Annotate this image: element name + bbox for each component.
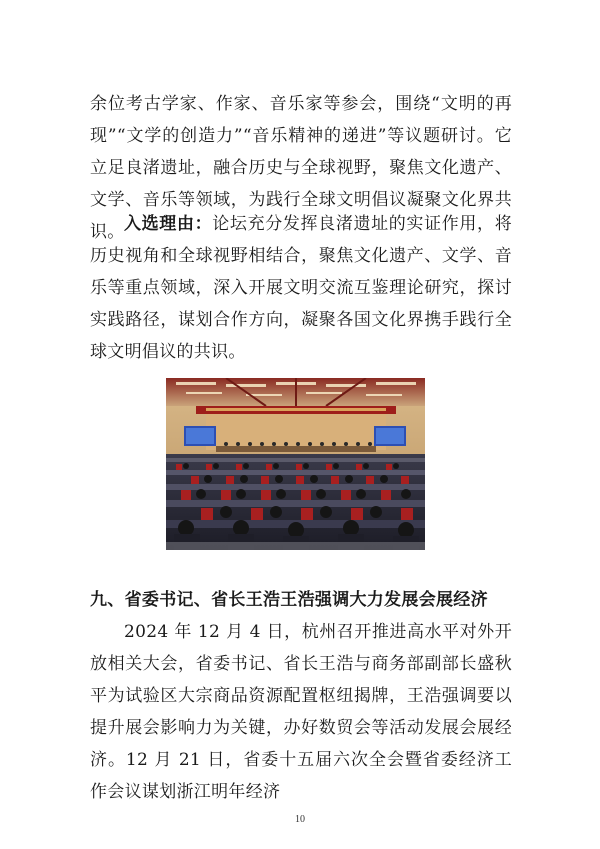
- body-paragraph: 2024 年 12 月 4 日，杭州召开推进高水平对外开放相关大会，省委书记、省长王浩与商务部副部长盛秋平为试验区大宗商品资源配置枢纽揭牌，王浩强调要以提升展会影响力为关键，办好数贸会等活动发展会展经济。12 月 21 日，省委十五届六次全会暨省委经济工作会议谋划浙江明年经济: [90, 622, 512, 802]
- conference-hall-photo: [166, 378, 425, 550]
- selection-reason-label: 入选理由：: [124, 214, 213, 234]
- selection-reason-text: 论坛充分发挥良渚遗址的实证作用，将历史视角和全球视野相结合，聚焦文化遗产、文学、音乐等重点领域，深入开展文明交流互鉴理论研究，探讨实践路径，谋划合作方向，凝聚各国文化界携手践行全球文明倡议的共识。: [90, 214, 512, 362]
- section-heading: 九、省委书记、省长王浩王浩强调大力发展会展经济: [90, 590, 488, 610]
- page-number: 10: [295, 814, 305, 825]
- selection-reason-paragraph: [90, 208, 512, 368]
- body-paragraph: 余位考古学家、作家、音乐家等参会，围绕“文明的再现”“文学的创造力”“音乐精神的递进”等议题研讨。它立足良渚遗址，融合历史与全球视野，聚焦文化遗产、文学、音乐等领域，为践行全球文明倡议凝聚文化界共识。: [90, 94, 512, 242]
